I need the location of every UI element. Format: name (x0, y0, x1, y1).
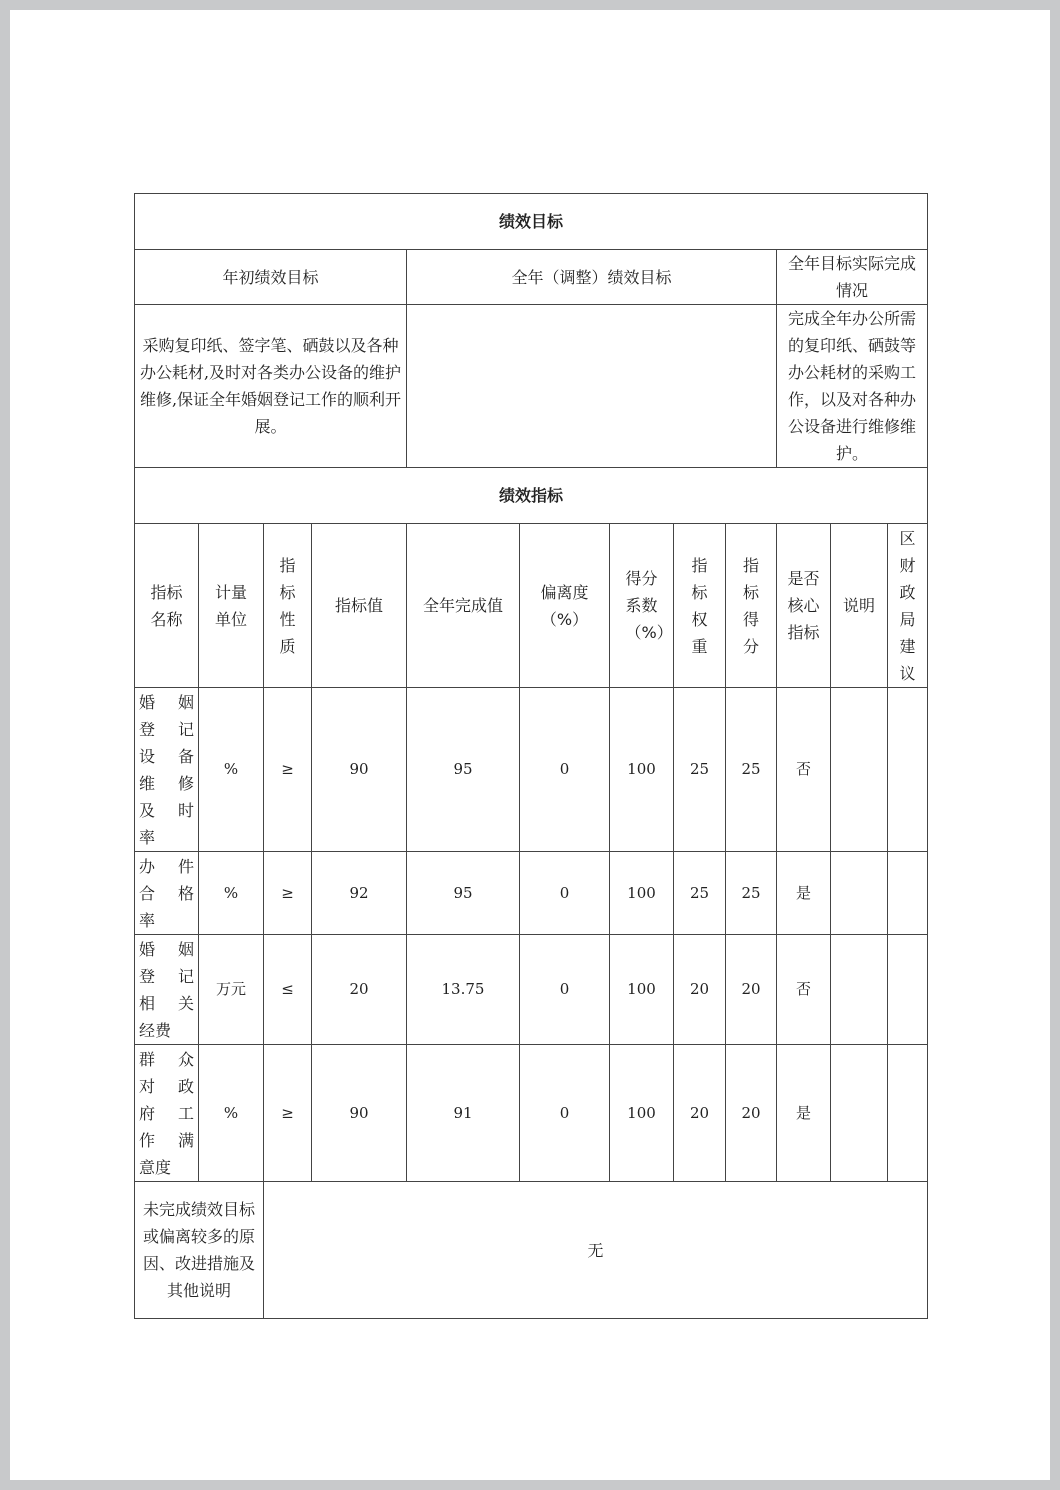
indicator-name-part: 众 (177, 1049, 194, 1069)
indicator-name-part: 工 (177, 1103, 194, 1123)
indicator-name-part: 政 (177, 1076, 194, 1096)
indicators-section-row (135, 468, 928, 524)
indicator-completed: 13.75 (407, 935, 520, 1045)
indicator-name-part: 备 (177, 746, 194, 766)
indicator-deviation: 0 (520, 1045, 610, 1182)
indicator-score: 25 (726, 852, 777, 935)
indicator-deviation: 0 (520, 852, 610, 935)
indicator-name-part: 件 (177, 856, 194, 876)
section-title-goals: 绩效目标 (135, 194, 928, 250)
col-header-unit-text: 计量单位 (215, 582, 248, 629)
indicator-name-part: 格 (177, 883, 194, 903)
indicator-name-line (139, 880, 194, 907)
indicator-core: 否 (777, 688, 831, 852)
footer-value: 无 (264, 1182, 928, 1319)
indicator-completed: 95 (407, 688, 520, 852)
col-header-core-text: 是否核心指标 (787, 569, 820, 642)
indicator-name-line (139, 770, 194, 797)
indicator-name-part: 修 (177, 773, 194, 793)
indicator-core: 是 (777, 1045, 831, 1182)
indicator-name-part: 设 (139, 746, 156, 766)
indicator-name-line (139, 1017, 194, 1044)
indicator-coef: 100 (610, 1045, 674, 1182)
indicator-weight: 20 (674, 935, 726, 1045)
col-header-name (135, 524, 199, 688)
indicator-deviation: 0 (520, 688, 610, 852)
col-header-unit (199, 524, 264, 688)
indicator-name-part: 府 (139, 1103, 156, 1123)
indicator-name-line (139, 936, 194, 963)
indicator-value: 92 (312, 852, 407, 935)
indicator-value: 90 (312, 688, 407, 852)
col-header-weight-text: 指标权重 (691, 555, 708, 656)
indicator-name-part: 率 (139, 827, 156, 847)
indicator-unit: % (199, 688, 264, 852)
indicator-score: 20 (726, 1045, 777, 1182)
indicator-nature: ≥ (264, 688, 312, 852)
footer-label (135, 1182, 264, 1319)
adjusted-goal-text (407, 305, 777, 468)
col-header-completed: 全年完成值 (407, 524, 520, 688)
header-adjusted-goal: 全年（调整）绩效目标 (407, 250, 777, 305)
indicator-name-part: 率 (139, 910, 156, 930)
indicator-name-part: 相 (139, 993, 156, 1013)
indicator-name-part: 姻 (177, 939, 194, 959)
footer-row (135, 1182, 928, 1319)
indicator-name-line (139, 824, 194, 851)
indicator-name-line (139, 716, 194, 743)
footer-label-text: 未完成绩效目标或偏离较多的原因、改进措施及其他说明 (143, 1200, 256, 1300)
indicator-name-part: 婚 (139, 692, 156, 712)
indicator-deviation: 0 (520, 935, 610, 1045)
indicator-name-line (139, 1127, 194, 1154)
col-header-name-text: 指标名称 (150, 582, 183, 629)
indicator-advice (888, 852, 928, 935)
indicator-name (135, 688, 199, 852)
indicator-value: 90 (312, 1045, 407, 1182)
indicator-name-part: 合 (139, 883, 156, 903)
indicator-name-part: 维 (139, 773, 156, 793)
indicator-name-part: 群 (139, 1049, 156, 1069)
indicator-row (135, 852, 928, 935)
col-header-core (777, 524, 831, 688)
indicator-name-part: 对 (139, 1076, 156, 1096)
indicator-name (135, 1045, 199, 1182)
col-header-nature-text: 指标性质 (279, 555, 296, 656)
section-title-indicators: 绩效指标 (135, 468, 928, 524)
col-header-weight (674, 524, 726, 688)
indicator-row (135, 688, 928, 852)
goals-content-row (135, 305, 928, 468)
indicator-name-part: 记 (177, 719, 194, 739)
indicator-completed: 91 (407, 1045, 520, 1182)
indicator-row (135, 1045, 928, 1182)
indicator-name-line (139, 1073, 194, 1100)
indicator-name-line (139, 1154, 194, 1181)
col-header-deviation (520, 524, 610, 688)
indicator-name-line (139, 990, 194, 1017)
indicator-weight: 25 (674, 852, 726, 935)
indicator-nature: ≥ (264, 852, 312, 935)
indicator-name (135, 935, 199, 1045)
indicator-nature: ≥ (264, 1045, 312, 1182)
indicator-note (831, 935, 888, 1045)
indicator-weight: 20 (674, 1045, 726, 1182)
indicator-name-line (139, 1100, 194, 1127)
initial-goal-text: 采购复印纸、签字笔、硒鼓以及各种办公耗材,及时对各类办公设备的维护维修,保证全年婚姻登记工作的顺利开展。 (135, 305, 407, 468)
indicator-nature: ≤ (264, 935, 312, 1045)
indicator-completed: 95 (407, 852, 520, 935)
indicator-score: 20 (726, 935, 777, 1045)
indicator-value: 20 (312, 935, 407, 1045)
indicator-name-part: 及 (139, 800, 156, 820)
indicator-core: 否 (777, 935, 831, 1045)
col-header-coef (610, 524, 674, 688)
indicator-name-part: 婚 (139, 939, 156, 959)
indicator-unit: 万元 (199, 935, 264, 1045)
col-header-note: 说明 (831, 524, 888, 688)
indicator-row (135, 935, 928, 1045)
indicator-core: 是 (777, 852, 831, 935)
indicator-header-row (135, 524, 928, 688)
indicator-name-line (139, 743, 194, 770)
indicator-advice (888, 1045, 928, 1182)
indicator-name-part: 登 (139, 966, 156, 986)
indicator-name-line (139, 689, 194, 716)
indicator-name-line (139, 797, 194, 824)
col-header-advice-text: 区财政局建议 (899, 528, 916, 683)
indicator-name-part: 关 (177, 993, 194, 1013)
col-header-score-text: 指标得分 (743, 555, 760, 656)
col-header-value: 指标值 (312, 524, 407, 688)
indicator-name-part: 姻 (177, 692, 194, 712)
indicator-advice (888, 935, 928, 1045)
indicator-name-part: 经费 (139, 1020, 172, 1040)
indicator-score: 25 (726, 688, 777, 852)
indicator-name-line (139, 963, 194, 990)
indicator-name-part: 记 (177, 966, 194, 986)
indicator-note (831, 852, 888, 935)
goals-header-row (135, 250, 928, 305)
header-actual-completion: 全年目标实际完成情况 (777, 250, 928, 305)
goals-section-row (135, 194, 928, 250)
indicator-name-line (139, 853, 194, 880)
indicator-name (135, 852, 199, 935)
indicator-coef: 100 (610, 935, 674, 1045)
header-initial-goal: 年初绩效目标 (135, 250, 407, 305)
indicator-name-line (139, 907, 194, 934)
indicator-unit: % (199, 1045, 264, 1182)
col-header-coef-text: 得分系数（%） (625, 569, 673, 642)
col-header-deviation-text: 偏离度（%） (540, 582, 589, 629)
indicator-note (831, 688, 888, 852)
performance-table (134, 193, 928, 1319)
indicator-name-line (139, 1046, 194, 1073)
indicator-name-part: 意度 (139, 1157, 172, 1177)
indicator-weight: 25 (674, 688, 726, 852)
indicator-name-part: 登 (139, 719, 156, 739)
col-header-advice (888, 524, 928, 688)
indicator-name-part: 时 (177, 800, 194, 820)
indicator-name-part: 办 (139, 856, 156, 876)
actual-completion-text: 完成全年办公所需的复印纸、硒鼓等办公耗材的采购工作，以及对各种办公设备进行维修维护。 (777, 305, 928, 468)
indicator-unit: % (199, 852, 264, 935)
indicator-name-part: 满 (177, 1130, 194, 1150)
indicator-advice (888, 688, 928, 852)
indicator-coef: 100 (610, 852, 674, 935)
document-page (10, 10, 1050, 1480)
indicator-coef: 100 (610, 688, 674, 852)
indicator-name-part: 作 (139, 1130, 156, 1150)
indicator-note (831, 1045, 888, 1182)
col-header-score (726, 524, 777, 688)
col-header-nature (264, 524, 312, 688)
